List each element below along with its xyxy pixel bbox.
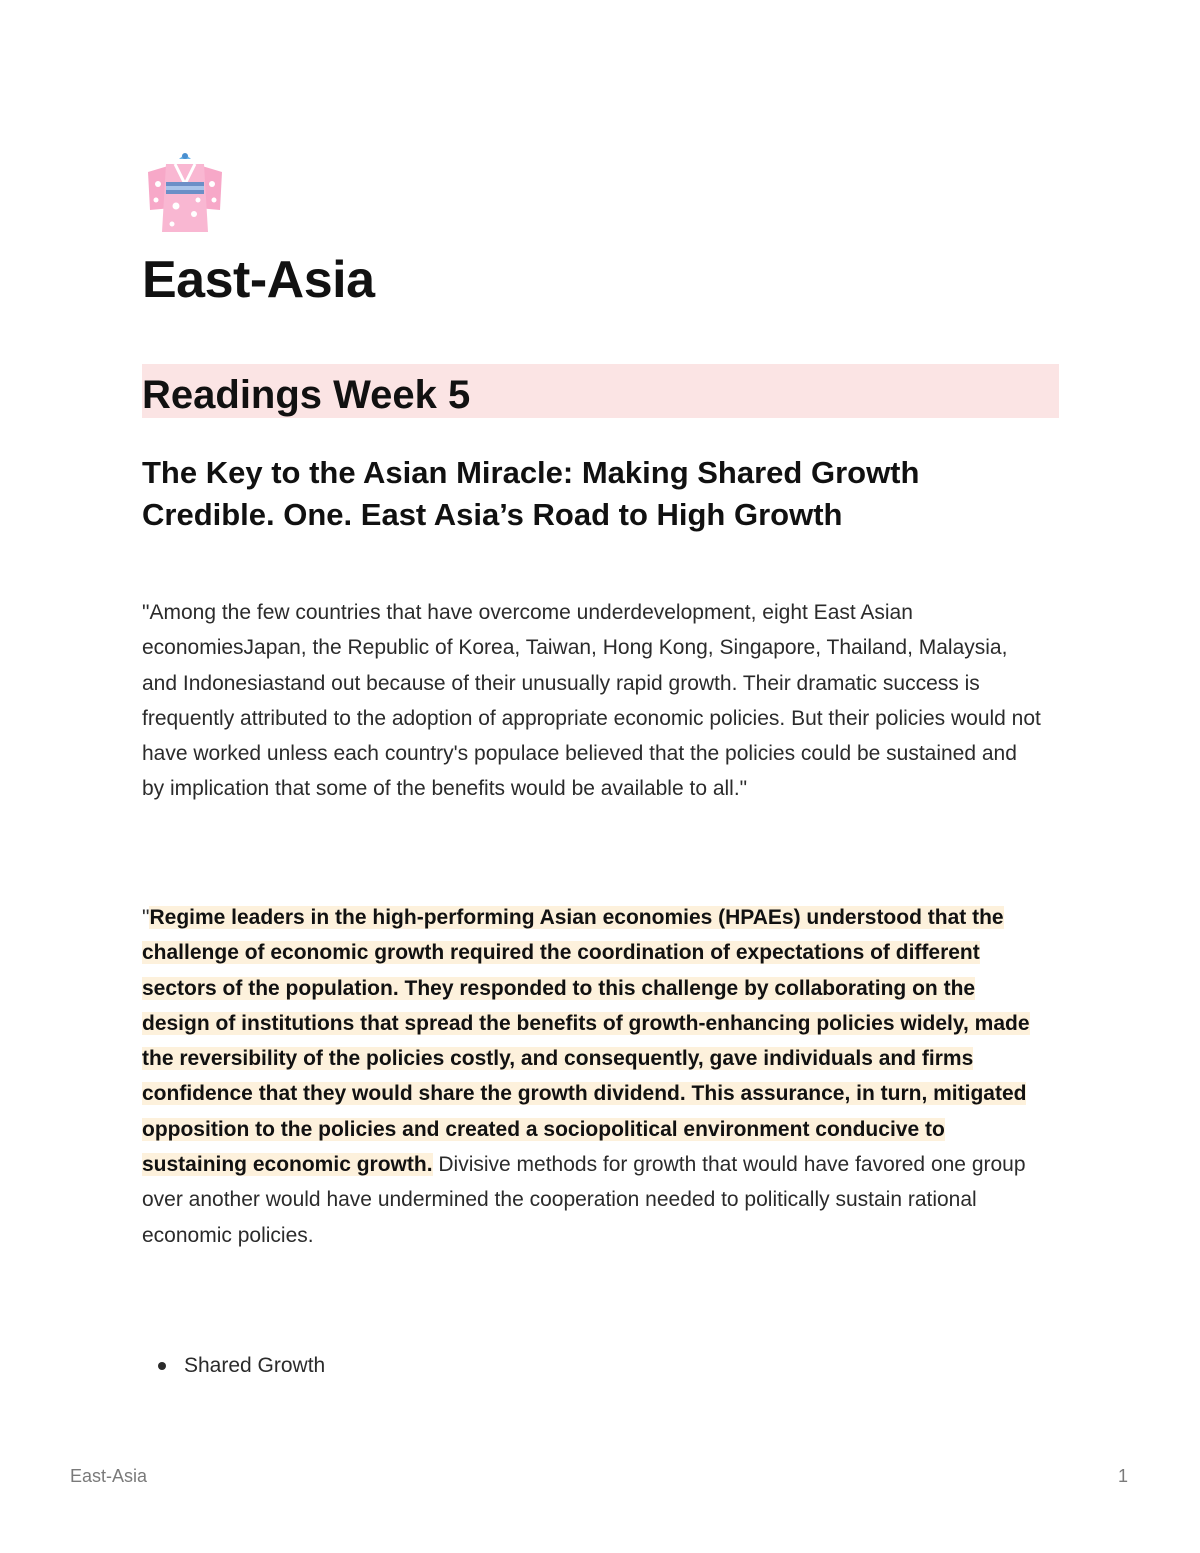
quote-open-mark: " xyxy=(142,906,150,929)
footer-page-number: 1 xyxy=(1117,1466,1128,1486)
kimono-icon xyxy=(142,150,228,236)
section-heading xyxy=(142,364,1059,418)
list-item-text: Shared Growth xyxy=(184,1354,326,1377)
section-heading-text: Readings Week 5 xyxy=(142,373,471,417)
list-item xyxy=(142,1350,325,1382)
bullet-list xyxy=(142,1350,325,1382)
page-title: East-Asia xyxy=(142,251,375,309)
highlighted-text: Regime leaders in the high-performing Asian economies (HPAEs) understood that the challenge of economic growth required the coordination of expectations of different sectors of the population. They responded to this challenge by collaborating on the design of institutions that spread the benefits of growth-enhancing policies widely, made the reversibility of the policies costly, and consequently, gave individuals and firms confidence that they would share the growth dividend. This assurance, in turn, mitigated opposition to the policies and created a sociopolitical environment conducive to sustaining economic growth. xyxy=(142,906,1030,1177)
reading-title: The Key to the Asian Miracle: Making Shared Growth Credible. One. East Asia’s Road to High Growth xyxy=(142,455,920,532)
bullet-dot-icon xyxy=(158,1362,166,1370)
quote-paragraph-2 xyxy=(142,900,1042,1253)
quote-paragraph-1: "Among the few countries that have overcome underdevelopment, eight East Asian economiesJapan, the Republic of Korea, Taiwan, Hong Kong, Singapore, Thailand, Malaysia, and Indonesiastand out because of their unusually rapid growth. Their dramatic success is frequently attributed to the adoption of appropriate economic policies. But their policies would not have worked unless each country's populace believed that the policies could be sustained and by implication that some of the benefits would be available to all." xyxy=(142,601,1041,801)
footer-doc-name: East-Asia xyxy=(70,1466,148,1486)
quote-remainder: Divisive methods for growth that would have favored one group over another would have undermined the cooperation needed to politically sustain rational economic policies. xyxy=(142,1153,1026,1247)
